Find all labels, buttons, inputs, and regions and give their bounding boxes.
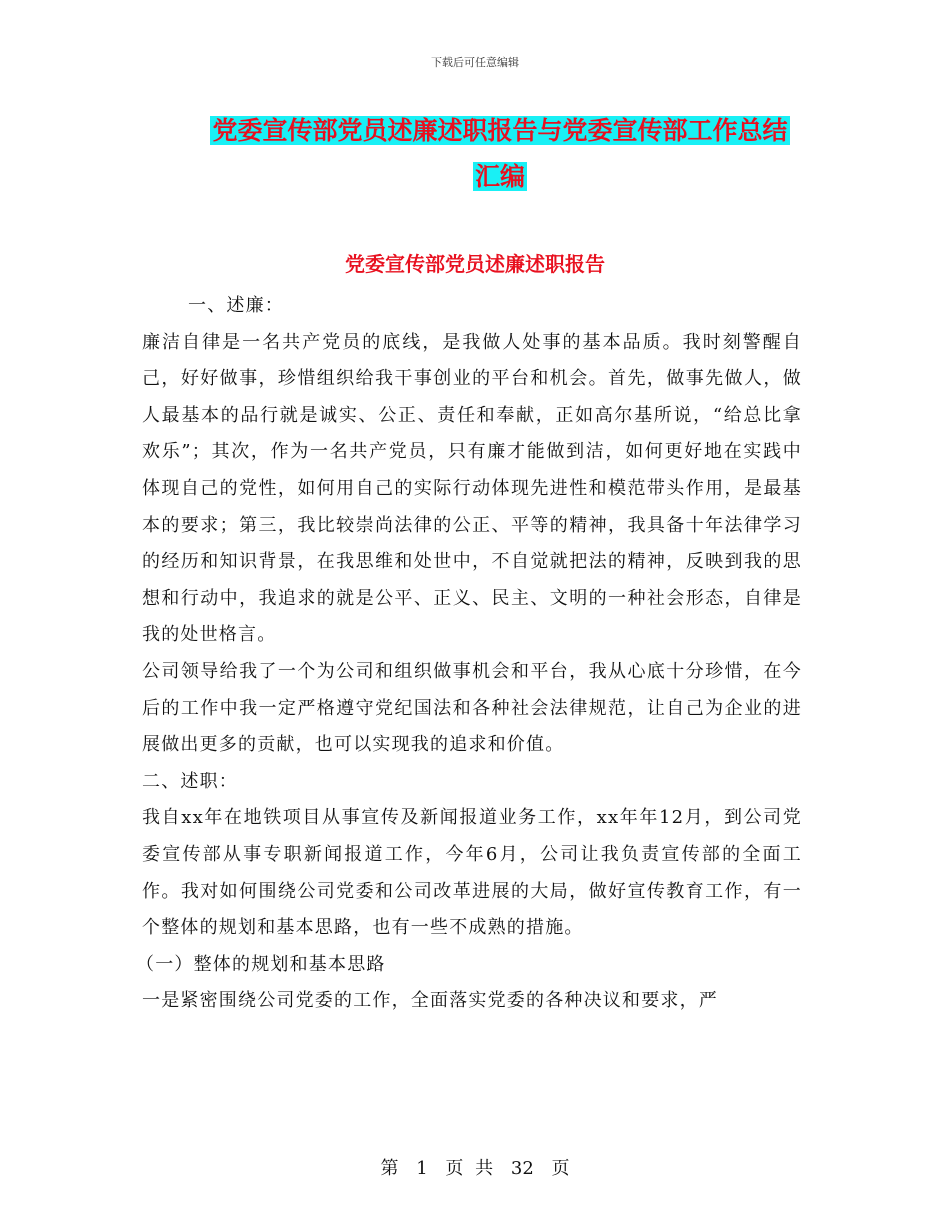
footer-page-suffix: 页 bbox=[551, 1158, 570, 1179]
section-title: 党委宣传部党员述廉述职报告 bbox=[345, 252, 605, 276]
paragraph: 我自xx年在地铁项目从事宣传及新闻报道业务工作，xx年年12月，到公司党委宣传部从事专职新闻报道工作，今年6月，公司让我负责宣传部的全面工作。我对如何围绕公司党委和公司改革进展的大局，做好宣传教育工作，有一个整体的规划和基本思路，也有一些不成熟的措施。 bbox=[142, 807, 802, 939]
paragraph: 一是紧密围绕公司党委的工作，全面落实党委的各种决议和要求，严 bbox=[142, 990, 718, 1012]
footer-page-number: 1 bbox=[416, 1158, 428, 1179]
paragraph-heading-1: 一、述廉： bbox=[188, 295, 284, 316]
document-title-line2: 汇编 bbox=[474, 162, 525, 191]
footer-page-total: 32 bbox=[510, 1158, 534, 1179]
page-footer bbox=[0, 1154, 950, 1180]
paragraph-heading-2: 二、述职： bbox=[142, 770, 238, 792]
paragraph-subheading: （一）整体的规划和基本思路 bbox=[136, 953, 386, 975]
page-header-note: 下载后可任意编辑 bbox=[431, 56, 519, 69]
paragraph: 公司领导给我了一个为公司和组织做事机会和平台，我从心底十分珍惜，在今后的工作中我一定严格遵守党纪国法和各种社会法律规范，让自己为企业的进展做出更多的贡献，也可以实现我的追求和价值。 bbox=[142, 660, 802, 756]
document-title bbox=[190, 108, 810, 200]
document-body bbox=[136, 288, 802, 1020]
footer-page-prefix: 第 bbox=[380, 1158, 399, 1179]
footer-page-mid: 页 共 bbox=[445, 1158, 494, 1179]
document-title-line1: 党委宣传部党员述廉述职报告与党委宣传部工作总结 bbox=[212, 116, 788, 145]
paragraph: 廉洁自律是一名共产党员的底线，是我做人处事的基本品质。我时刻警醒自己，好好做事，珍惜组织给我干事创业的平台和机会。首先，做事先做人，做人最基本的品行就是诚实、公正、责任和奉献，正如高尔基所说，“给总比拿欢乐”；其次，作为一名共产党员，只有廉才能做到洁，如何更好地在实践中体现自己的党性，如何用自己的实际行动体现先进性和模范带头作用，是最基本的要求；第三，我比较崇尚法律的公正、平等的精神，我具备十年法律学习的经历和知识背景，在我思维和处世中，不自觉就把法的精神，反映到我的思想和行动中，我追求的就是公平、正义、民主、文明的一种社会形态，自律是我的处世格言。 bbox=[142, 331, 802, 646]
